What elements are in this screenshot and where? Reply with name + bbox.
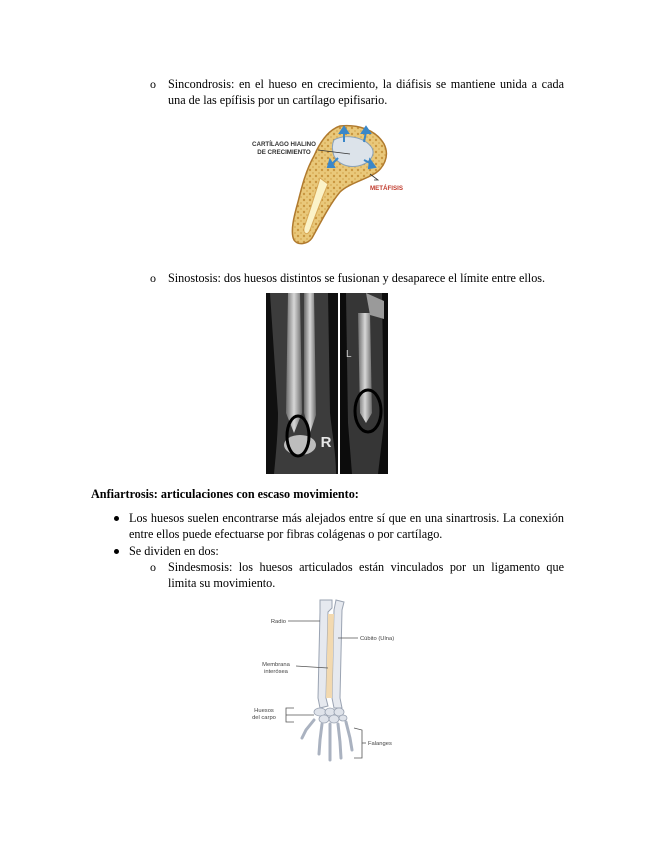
label-carpo: del carpo [252,715,276,721]
label-interosea: interósea [264,669,288,675]
label-cartilago: CARTÍLAGO HIALINO [252,141,316,148]
forearm-figure [244,598,416,768]
sindesmosis-text: Sindesmosis: los huesos articulados están vinculados por un ligamento que limita su movimiento. [168,560,564,590]
sub-bullet-marker: o [150,560,156,574]
section-heading: Anfiartrosis: articulaciones con escaso movimiento: [91,487,359,501]
sinostosis-text: Sinostosis: dos huesos distintos se fusionan y desaparece el límite entre ellos. [168,271,546,285]
label-crecimiento: DE CRECIMIENTO [257,149,311,156]
bullet-text: Se dividen en dos: [129,544,219,558]
label-cubito: Cúbito (Ulna) [360,636,395,642]
xray-figure [266,293,388,474]
sub-bullet-marker: o [150,77,156,91]
sub-bullet-marker: o [150,271,156,285]
sincondrosis-text: Sincondrosis: en el hueso en crecimiento, la diáfisis se mantiene unida a cada una de las epífisis por un cartílago epifisario. [168,77,564,107]
xray-marker-r: R [320,434,332,451]
label-radio: Radio [270,619,286,625]
label-metafisis: METÁFISIS [370,185,404,192]
bullet-dot [114,549,119,554]
xray-marker-l: L [346,349,352,360]
label-membrana: Membrana [262,662,290,668]
label-huesos: Huesos [254,708,274,714]
label-falanges: Falanges [368,741,392,747]
bullet-text: Los huesos suelen encontrarse más alejados entre sí que en una sinartrosis. La conexión entre ellos puede efectuarse por fibras colágenas o por cartílago. [129,511,564,541]
bullet-dot [114,516,119,521]
growth-plate-figure [248,120,408,250]
